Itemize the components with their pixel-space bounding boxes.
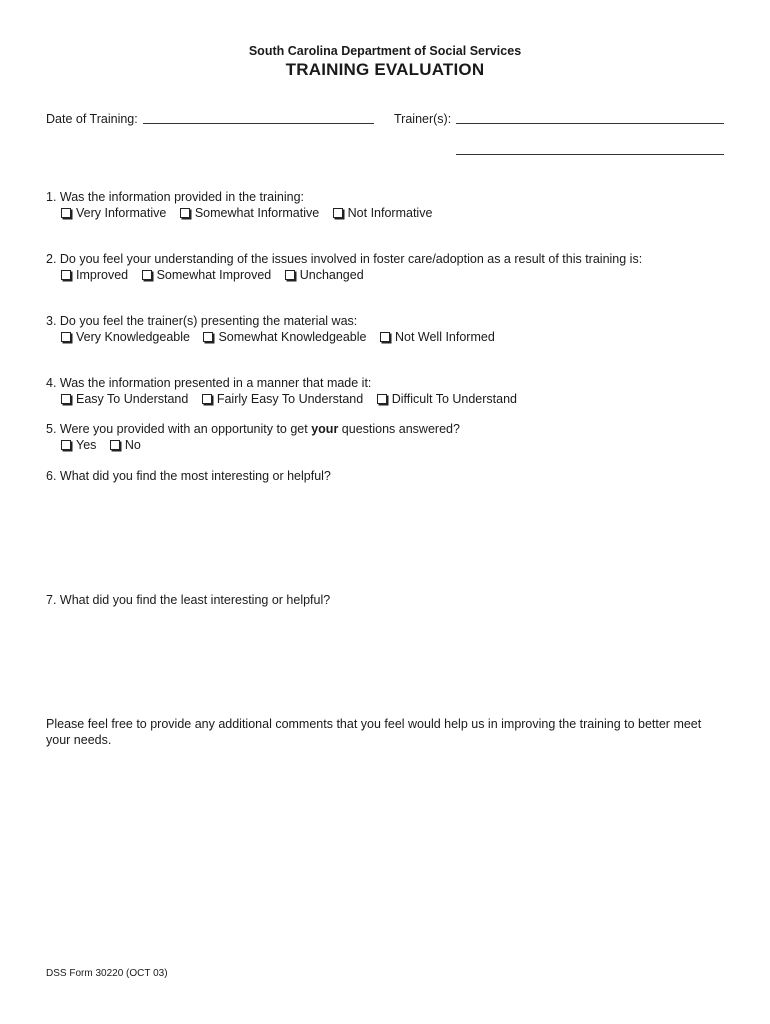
option-no[interactable]: No [110,438,141,452]
option-somewhat-knowledgeable[interactable]: Somewhat Knowledgeable [203,330,366,344]
agency-name: South Carolina Department of Social Services [248,44,522,58]
checkbox-icon[interactable] [202,394,212,404]
checkbox-icon[interactable] [180,208,190,218]
checkbox-icon[interactable] [142,270,152,280]
checkbox-icon[interactable] [203,332,213,342]
option-improved[interactable]: Improved [61,268,128,282]
checkbox-icon[interactable] [377,394,387,404]
question-6: 6. What did you find the most interesting or helpful? [46,469,331,483]
comments-answer-area[interactable] [46,752,726,952]
checkbox-icon[interactable] [110,440,120,450]
date-of-training-field[interactable] [143,123,374,124]
answer-area-6[interactable] [46,486,726,586]
checkbox-icon[interactable] [333,208,343,218]
option-yes[interactable]: Yes [61,438,96,452]
date-of-training-label: Date of Training: [46,112,138,126]
question-4: 4. Was the information presented in a manner that made it: [46,376,372,390]
question-3-options [61,330,505,344]
checkbox-icon[interactable] [61,270,71,280]
checkbox-icon[interactable] [380,332,390,342]
checkbox-icon[interactable] [61,440,71,450]
option-very-informative[interactable]: Very Informative [61,206,166,220]
option-not-well-informed[interactable]: Not Well Informed [380,330,495,344]
trainers-field-line-1[interactable] [456,123,724,124]
option-difficult-to-understand[interactable]: Difficult To Understand [377,392,517,406]
checkbox-icon[interactable] [61,332,71,342]
question-5: 5. Were you provided with an opportunity to get your questions answered? [46,422,460,436]
form-title: TRAINING EVALUATION [285,60,485,79]
question-7: 7. What did you find the least interesting or helpful? [46,593,331,607]
question-5-options [61,438,151,452]
trainers-field-line-2[interactable] [456,154,724,155]
question-2: 2. Do you feel your understanding of the issues involved in foster care/adoption as a result of this training is: [46,252,643,266]
question-3: 3. Do you feel the trainer(s) presenting the material was: [46,314,358,328]
checkbox-icon[interactable] [61,208,71,218]
option-somewhat-improved[interactable]: Somewhat Improved [142,268,272,282]
option-fairly-easy-to-understand[interactable]: Fairly Easy To Understand [202,392,363,406]
trainers-label: Trainer(s): [394,112,452,126]
answer-area-7[interactable] [46,610,726,710]
form-number: DSS Form 30220 (OCT 03) [46,968,168,979]
question-1: 1. Was the information provided in the training: [46,190,305,204]
question-1-options [61,206,442,220]
question-4-options [61,392,527,406]
checkbox-icon[interactable] [285,270,295,280]
option-easy-to-understand[interactable]: Easy To Understand [61,392,188,406]
additional-comments-prompt: Please feel free to provide any additional comments that you feel would help us in improving the training to better meet your needs. [46,717,702,747]
checkbox-icon[interactable] [61,394,71,404]
option-somewhat-informative[interactable]: Somewhat Informative [180,206,319,220]
option-unchanged[interactable]: Unchanged [285,268,364,282]
option-not-informative[interactable]: Not Informative [333,206,433,220]
option-very-knowledgeable[interactable]: Very Knowledgeable [61,330,190,344]
question-2-options [61,268,374,282]
